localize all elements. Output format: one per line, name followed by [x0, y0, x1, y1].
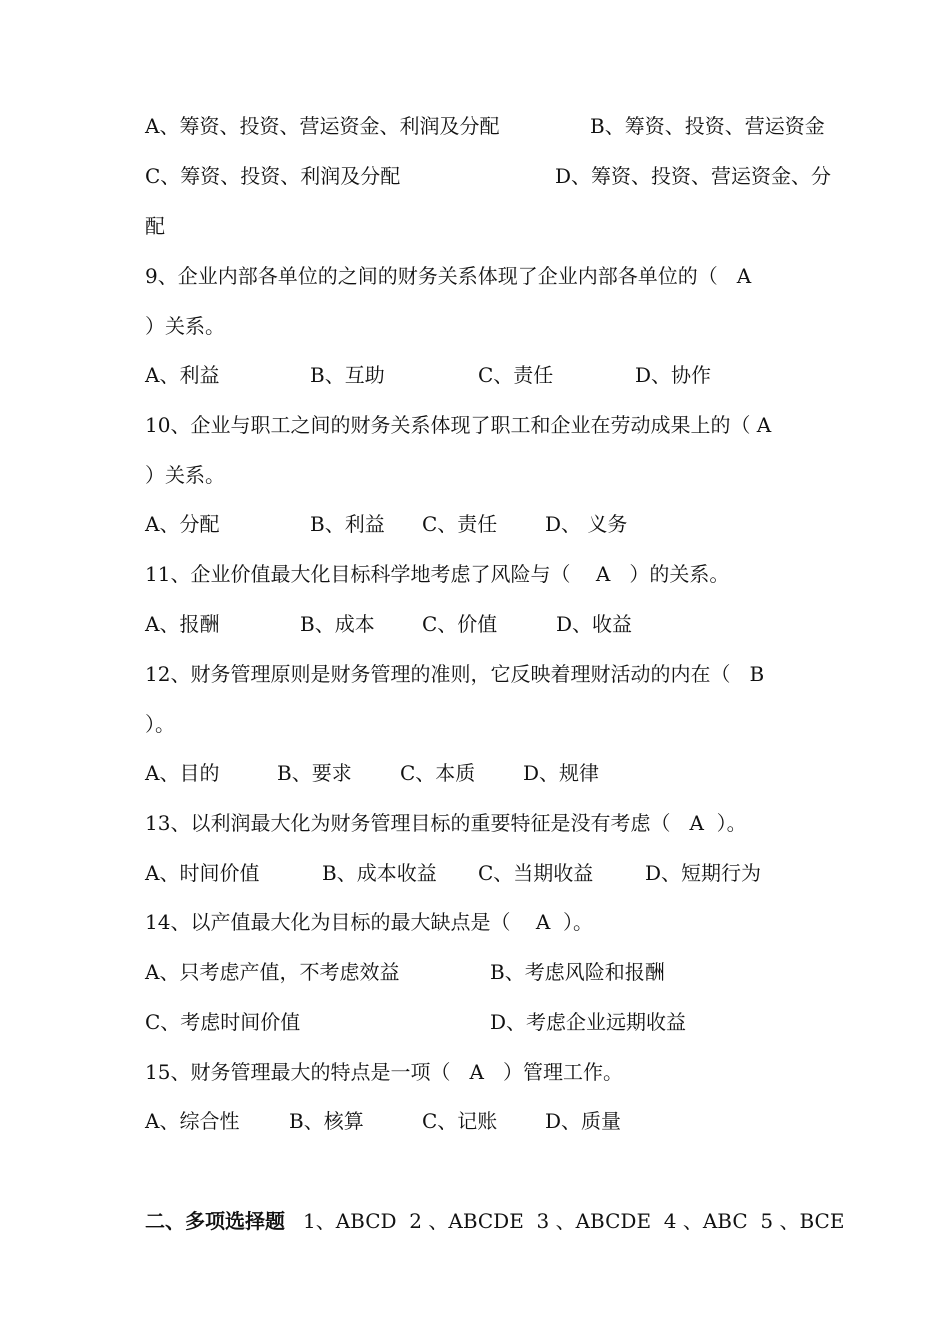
q13-option-c: C、当期收益 [478, 861, 594, 885]
q11-options [145, 609, 633, 639]
q14-option-d: D、考虑企业远期收益 [490, 1010, 687, 1034]
q12-options [145, 758, 600, 788]
q9-option-a: A、利益 [145, 363, 220, 387]
q9-stem: 9、企业内部各单位的之间的财务关系体现了企业内部各单位的（ A [145, 264, 752, 288]
q11-option-b: B、成本 [300, 612, 375, 636]
q10-options [145, 509, 628, 539]
q13-options [145, 858, 762, 888]
q8-options-row1 [145, 111, 825, 141]
section2-heading: 二、多项选择题 [145, 1209, 285, 1233]
q15-option-a: A、综合性 [145, 1109, 240, 1133]
q14-option-b: B、考虑风险和报酬 [490, 960, 665, 984]
q15-stem: 15、财务管理最大的特点是一项（ A ）管理工作。 [145, 1060, 624, 1084]
q8-option-d-wrap: 配 [145, 214, 165, 238]
q10-stem-cont: ）关系。 [145, 463, 225, 487]
q10-option-c: C、责任 [422, 512, 498, 536]
q14-option-a: A、只考虑产值，不考虑效益 [145, 960, 400, 984]
q12-option-d: D、规律 [523, 761, 600, 785]
q15-option-b: B、核算 [289, 1109, 364, 1133]
q11-option-c: C、价值 [422, 612, 498, 636]
q14-option-c: C、考虑时间价值 [145, 1010, 301, 1034]
q13-option-d: D、短期行为 [645, 861, 762, 885]
q10-option-b: B、利益 [310, 512, 385, 536]
q10-stem: 10、企业与职工之间的财务关系体现了职工和企业在劳动成果上的（ A [145, 413, 772, 437]
q8-options-row2 [145, 161, 832, 191]
q11-stem: 11、企业价值最大化目标科学地考虑了风险与（ A ）的关系。 [145, 562, 730, 586]
q9-options [145, 360, 712, 390]
q15-option-c: C、记账 [422, 1109, 498, 1133]
section2-answers: 1、ABCD 2 、ABCDE 3 、ABCDE 4 、ABC 5 、BCE [303, 1209, 845, 1233]
q10-option-a: A、分配 [145, 512, 220, 536]
q12-stem-cont: ）。 [145, 712, 175, 736]
q9-stem-cont: ）关系。 [145, 314, 225, 338]
q11-option-a: A、报酬 [145, 612, 220, 636]
q14-stem: 14、以产值最大化为目标的最大缺点是（ A ）。 [145, 910, 594, 934]
q13-stem: 13、以利润最大化为财务管理目标的重要特征是没有考虑（ A ）。 [145, 811, 747, 835]
section2-row [145, 1206, 845, 1236]
q15-option-d: D、质量 [545, 1109, 622, 1133]
q11-option-d: D、收益 [556, 612, 633, 636]
q9-option-b: B、互助 [310, 363, 385, 387]
q14-options-row1 [145, 957, 665, 987]
q8-option-b: B、筹资、投资、营运资金 [590, 114, 825, 138]
q8-option-c: C、筹资、投资、利润及分配 [145, 164, 401, 188]
q9-option-c: C、责任 [478, 363, 554, 387]
q12-option-a: A、目的 [145, 761, 220, 785]
q13-option-b: B、成本收益 [322, 861, 437, 885]
q8-option-a: A、筹资、投资、营运资金、利润及分配 [145, 114, 500, 138]
q15-options [145, 1106, 622, 1136]
q9-option-d: D、协作 [635, 363, 712, 387]
q14-options-row2 [145, 1007, 687, 1037]
q13-option-a: A、时间价值 [145, 861, 260, 885]
q12-option-c: C、本质 [400, 761, 476, 785]
q12-option-b: B、要求 [277, 761, 352, 785]
q10-option-d: D、 义务 [545, 512, 628, 536]
q12-stem: 12、财务管理原则是财务管理的准则，它反映着理财活动的内在（ B [145, 662, 765, 686]
q8-option-d: D、筹资、投资、营运资金、分 [555, 164, 832, 188]
